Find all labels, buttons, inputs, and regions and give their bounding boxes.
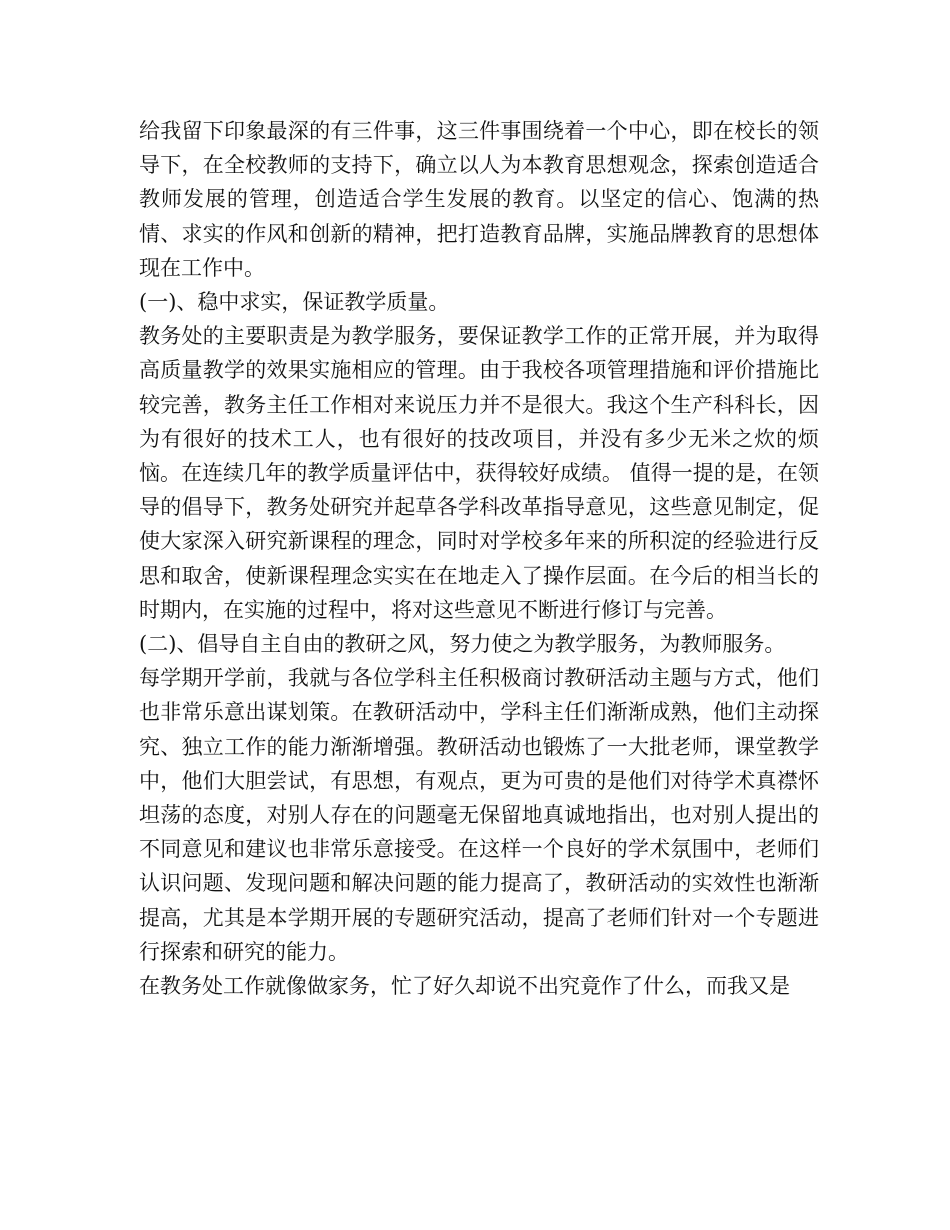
paragraph-teaching-research: 每学期开学前，我就与各位学科主任积极商讨教研活动主题与方式，他们也非常乐意出谋划策。在教研活动中，学科主任们渐渐成熟，他们主动探究、独立工作的能力渐渐增强。教研活动也锻炼了一大批老师，课堂教学中，他们大胆尝试，有思想，有观点，更为可贵的是他们对待学术真襟怀坦荡的态度，对别人存在的问题毫无保留地真诚地指出，也对别人提出的不同意见和建议也非常乐意接受。在这样一个良好的学术氛围中，老师们认识问题、发现问题和解决问题的能力提高了，教研活动的实效性也渐渐提高，尤其是本学期开展的专题研究活动，提高了老师们针对一个专题进行探索和研究的能力。 (139, 666, 819, 964)
paragraph-teaching-quality: 教务处的主要职责是为教学服务，要保证教学工作的正常开展，并为取得高质量教学的效果实施相应的管理。由于我校各项管理措施和评价措施比较完善，教务主任工作相对来说压力并不是很大。我这个生产科科长，因为有很好的技术工人，也有很好的技改项目，并没有多少无米之炊的烦恼。在连续几年的教学质量评估中，获得较好成绩。 值得一提的是，在领导的倡导下，教务处研究并起草各学科改革指导意见，这些意见制定，促使大家深入研究新课程的理念，同时对学校多年来的所积淀的经验进行反思和取舍，使新课程理念实实在在地走入了操作层面。在今后的相当长的时期内，在实施的过程中，将对这些意见不断进行修订与完善。 (139, 324, 819, 622)
section-heading-2: (二)、倡导自主自由的教研之风，努力使之为教学服务，为教师服务。 (139, 632, 786, 657)
section-heading-1: (一)、稳中求实，保证教学质量。 (139, 290, 450, 315)
document-body (139, 114, 819, 1003)
paragraph-closing: 在教务处工作就像做家务，忙了好久却说不出究竟作了什么，而我又是 (139, 974, 790, 999)
paragraph-intro: 给我留下印象最深的有三件事，这三件事围绕着一个中心，即在校长的领导下，在全校教师的支持下，确立以人为本教育思想观念，探索创造适合教师发展的管理，创造适合学生发展的教育。以坚定的信心、饱满的热情、求实的作风和创新的精神，把打造教育品牌，实施品牌教育的思想体现在工作中。 (139, 119, 819, 280)
